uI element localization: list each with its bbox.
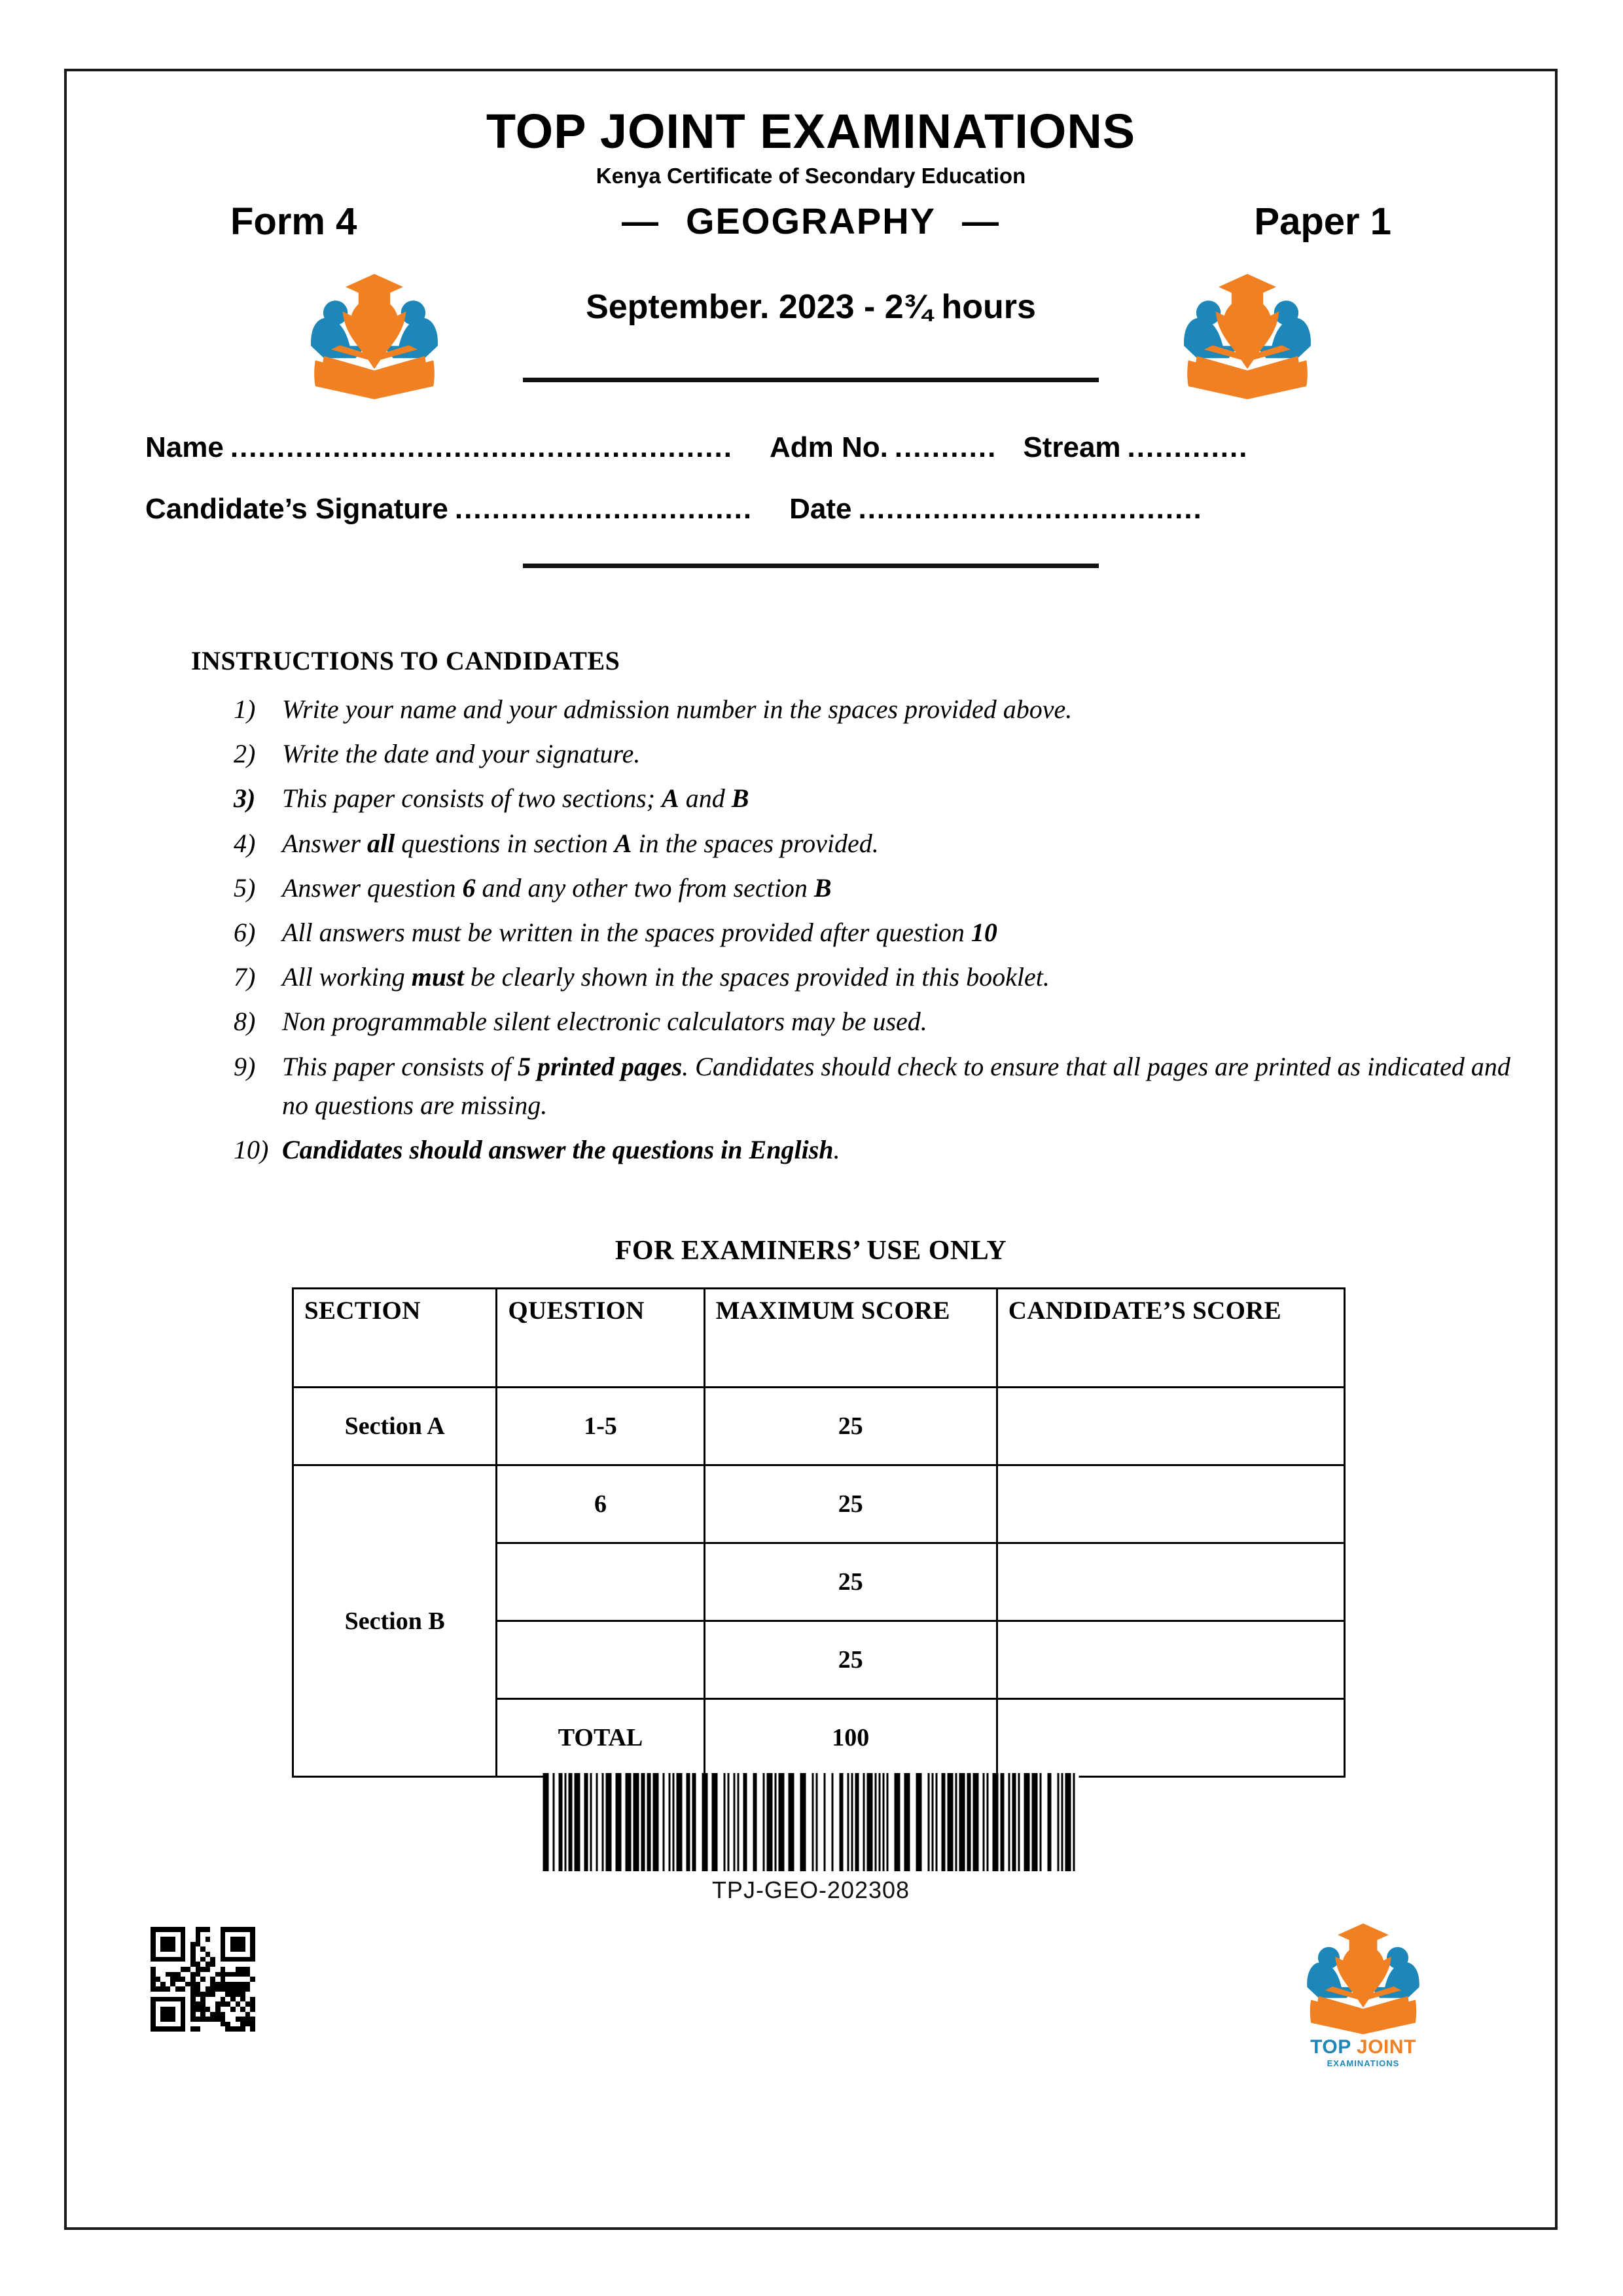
header-rule-top	[523, 378, 1099, 382]
instruction-number: 10)	[234, 1134, 269, 1164]
table-row	[293, 1465, 1345, 1543]
instruction-number: 5)	[234, 872, 256, 903]
instruction-item	[234, 1002, 1523, 1041]
cell-section-a: Section A	[293, 1388, 497, 1465]
instructions-heading: INSTRUCTIONS TO CANDIDATES	[191, 646, 620, 675]
cell-candidate-2[interactable]	[997, 1465, 1344, 1543]
footer-logo-wordmark	[1288, 2037, 1438, 2057]
instruction-text: All answers must be written in the spaces provided after question 10	[282, 917, 997, 947]
page-frame	[64, 69, 1558, 2230]
date-label: Date	[789, 493, 852, 525]
signature-field-row	[145, 493, 1480, 526]
th-candidate-score: CANDIDATE’S SCORE	[997, 1289, 1344, 1388]
cell-question-blank-1[interactable]	[497, 1543, 704, 1621]
instruction-item	[234, 779, 1523, 817]
date-input[interactable]: .....................................	[858, 493, 1203, 525]
title-row	[67, 200, 1555, 249]
examiners-use-title: FOR EXAMINERS’ USE ONLY	[615, 1236, 1007, 1266]
table-header-row	[293, 1289, 1345, 1388]
cell-max-3: 25	[704, 1543, 997, 1621]
candidate-fields	[145, 431, 1480, 554]
graduate-book-logo-icon	[302, 268, 446, 402]
instruction-text: Answer all questions in section A in the spaces provided.	[282, 828, 879, 858]
th-question: QUESTION	[497, 1289, 704, 1388]
graduate-book-logo-icon	[1175, 268, 1319, 402]
qr-code[interactable]	[151, 1927, 255, 2032]
barcode-text: TPJ-GEO-202308	[711, 1876, 910, 1903]
paper-label: Paper 1	[1254, 200, 1391, 243]
name-field-row	[145, 431, 1480, 464]
name-label: Name	[145, 431, 224, 463]
instruction-number: 1)	[234, 694, 256, 724]
instruction-item	[234, 690, 1523, 728]
instruction-text: This paper consists of two sections; A and B	[282, 783, 749, 814]
instruction-text: Non programmable silent electronic calculators may be used.	[282, 1007, 927, 1037]
name-input[interactable]: ......................................................	[230, 431, 733, 463]
cell-candidate-4[interactable]	[997, 1621, 1344, 1699]
dash-left-icon: —	[621, 200, 660, 242]
footer-brand-logo	[1288, 1918, 1438, 2079]
cell-candidate-3[interactable]	[997, 1543, 1344, 1621]
subject-name: GEOGRAPHY	[685, 200, 936, 242]
instruction-text: Candidates should answer the questions in English.	[282, 1134, 840, 1164]
footer-logo-word-top: TOP	[1310, 2036, 1351, 2058]
instruction-item	[234, 1047, 1523, 1124]
adm-no-label: Adm No.	[769, 431, 888, 463]
marks-table-body	[293, 1388, 1345, 1777]
cell-candidate-1[interactable]	[997, 1388, 1344, 1465]
barcode	[543, 1773, 1079, 1904]
header-rule-bottom	[523, 564, 1099, 568]
instruction-number: 9)	[234, 1051, 256, 1081]
th-section: SECTION	[293, 1289, 497, 1388]
cell-total-candidate[interactable]	[997, 1699, 1344, 1777]
form-label: Form 4	[230, 200, 357, 243]
instruction-number: 6)	[234, 917, 256, 947]
cell-max-1: 25	[704, 1388, 997, 1465]
cell-question-6: 6	[497, 1465, 704, 1543]
top-joint-logo-left	[302, 268, 446, 402]
instruction-item	[234, 958, 1523, 996]
barcode-bars	[543, 1773, 1079, 1871]
exam-header	[67, 104, 1555, 327]
instruction-item	[234, 734, 1523, 773]
marks-table	[292, 1287, 1346, 1778]
adm-no-input[interactable]: ...........	[894, 431, 997, 463]
instruction-text: Write the date and your signature.	[282, 739, 641, 769]
date-duration: September. 2023 - 2¾ hours	[586, 288, 1036, 326]
cell-max-4: 25	[704, 1621, 997, 1699]
instruction-number: 4)	[234, 828, 256, 858]
dash-right-icon: —	[962, 200, 1001, 242]
top-joint-logo-right	[1175, 268, 1319, 402]
instruction-item	[234, 913, 1523, 952]
instruction-number: 3)	[234, 783, 256, 814]
stream-input[interactable]: .............	[1127, 431, 1249, 463]
instruction-number: 8)	[234, 1007, 256, 1037]
footer-logo-subtext: EXAMINATIONS	[1327, 2058, 1400, 2068]
qr-grid	[151, 1927, 255, 2032]
cell-question-1-5: 1-5	[497, 1388, 704, 1465]
cell-max-2: 25	[704, 1465, 997, 1543]
cell-section-b: Section B	[293, 1465, 497, 1777]
signature-input[interactable]: ................................	[454, 493, 753, 525]
table-row	[293, 1388, 1345, 1465]
stream-label: Stream	[1023, 431, 1121, 463]
instruction-item	[234, 824, 1523, 863]
instruction-text: This paper consists of 5 printed pages. Candidates should check to ensure that all pages are printed as indicated and no questions are missing.	[282, 1051, 1510, 1120]
footer-logo-word-joint: JOINT	[1357, 2036, 1416, 2058]
exam-title: TOP JOINT EXAMINATIONS	[486, 104, 1136, 158]
instruction-number: 7)	[234, 962, 256, 992]
instruction-text: All working must be clearly shown in the spaces provided in this booklet.	[282, 962, 1050, 992]
cell-total-label: TOTAL	[497, 1699, 704, 1777]
th-maximum-score: MAXIMUM SCORE	[704, 1289, 997, 1388]
instruction-item	[234, 1130, 1523, 1169]
exam-subtitle: Kenya Certificate of Secondary Education	[596, 164, 1026, 188]
cell-question-blank-2[interactable]	[497, 1621, 704, 1699]
graduate-book-logo-icon	[1298, 1918, 1429, 2036]
cell-total-max: 100	[704, 1699, 997, 1777]
instruction-text: Answer question 6 and any other two from section B	[282, 872, 832, 903]
signature-label: Candidate’s Signature	[145, 493, 448, 525]
instruction-text: Write your name and your admission number in the spaces provided above.	[282, 694, 1073, 724]
instructions-list	[234, 690, 1523, 1175]
instruction-number: 2)	[234, 739, 256, 769]
instruction-item	[234, 869, 1523, 907]
